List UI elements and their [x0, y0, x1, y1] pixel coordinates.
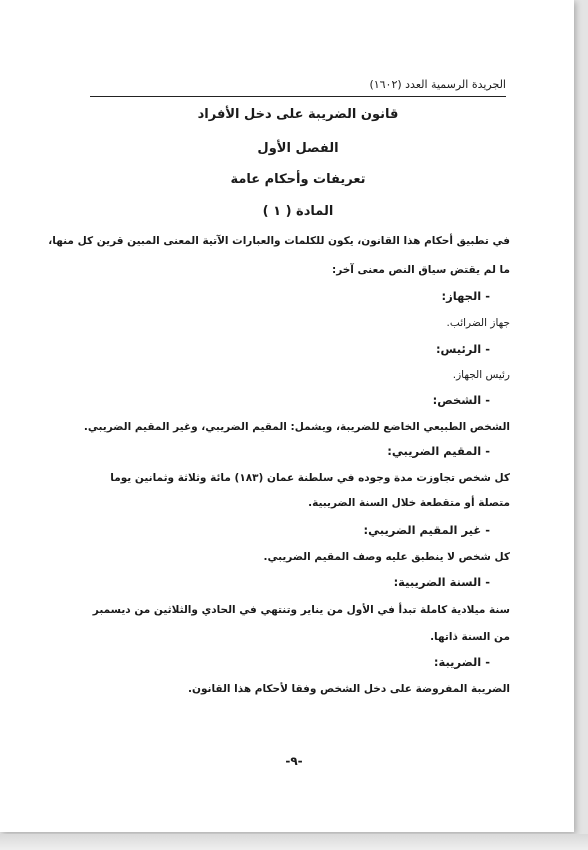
term-tax-resident: - المقيم الضريبي: [387, 444, 490, 458]
term-tax-year: - السنة الضريبية: [393, 575, 490, 589]
definition-text: الضريبة المفروضة على دخل الشخص وفقا لأحكام هذا القانون. [188, 683, 510, 695]
intro-line: في تطبيق أحكام هذا القانون، يكون للكلمات والعبارات الآتية المعنى المبين قرين كل منها، [48, 235, 510, 247]
term-person: - الشخص: [432, 393, 490, 407]
definition-text: كل شخص تجاوزت مدة وجوده في سلطنة عمان (١٨٣) مائة وثلاثة وثمانين يوما [110, 472, 510, 484]
term-non-resident: - غير المقيم الضريبي: [363, 523, 490, 537]
intro-line: ما لم يقتض سياق النص معنى آخر: [332, 264, 510, 276]
gazette-header: الجريدة الرسمية العدد (١٦٠٢) [90, 76, 506, 97]
definition-text: متصلة أو متقطعة خلال السنة الضريبية. [308, 497, 510, 509]
definition-text: الشخص الطبيعي الخاضع للضريبة، ويشمل: المقيم الضريبي، وغير المقيم الضريبي. [83, 421, 510, 433]
definition-text: جهاز الضرائب. [446, 317, 510, 329]
chapter-heading: الفصل الأول [257, 141, 339, 156]
page-shadow-strip [0, 834, 588, 850]
chapter-title: تعريفات وأحكام عامة [230, 172, 366, 187]
definition-text: من السنة ذاتها. [430, 631, 510, 643]
law-title: قانون الضريبة على دخل الأفراد [197, 107, 399, 122]
article-heading: المادة ( ١ ) [262, 204, 334, 219]
term-tax: - الضريبة: [433, 655, 490, 669]
definition-text: كل شخص لا ينطبق عليه وصف المقيم الضريبي. [263, 551, 510, 563]
page-number: -٩- [285, 754, 303, 768]
definition-text: سنة ميلادية كاملة تبدأ في الأول من يناير وتنتهي في الحادي والثلاثين من ديسمبر [92, 604, 510, 616]
term-device: - الجهاز: [441, 289, 490, 303]
definition-text: رئيس الجهاز. [452, 369, 510, 381]
term-chairman: - الرئيس: [435, 342, 490, 356]
